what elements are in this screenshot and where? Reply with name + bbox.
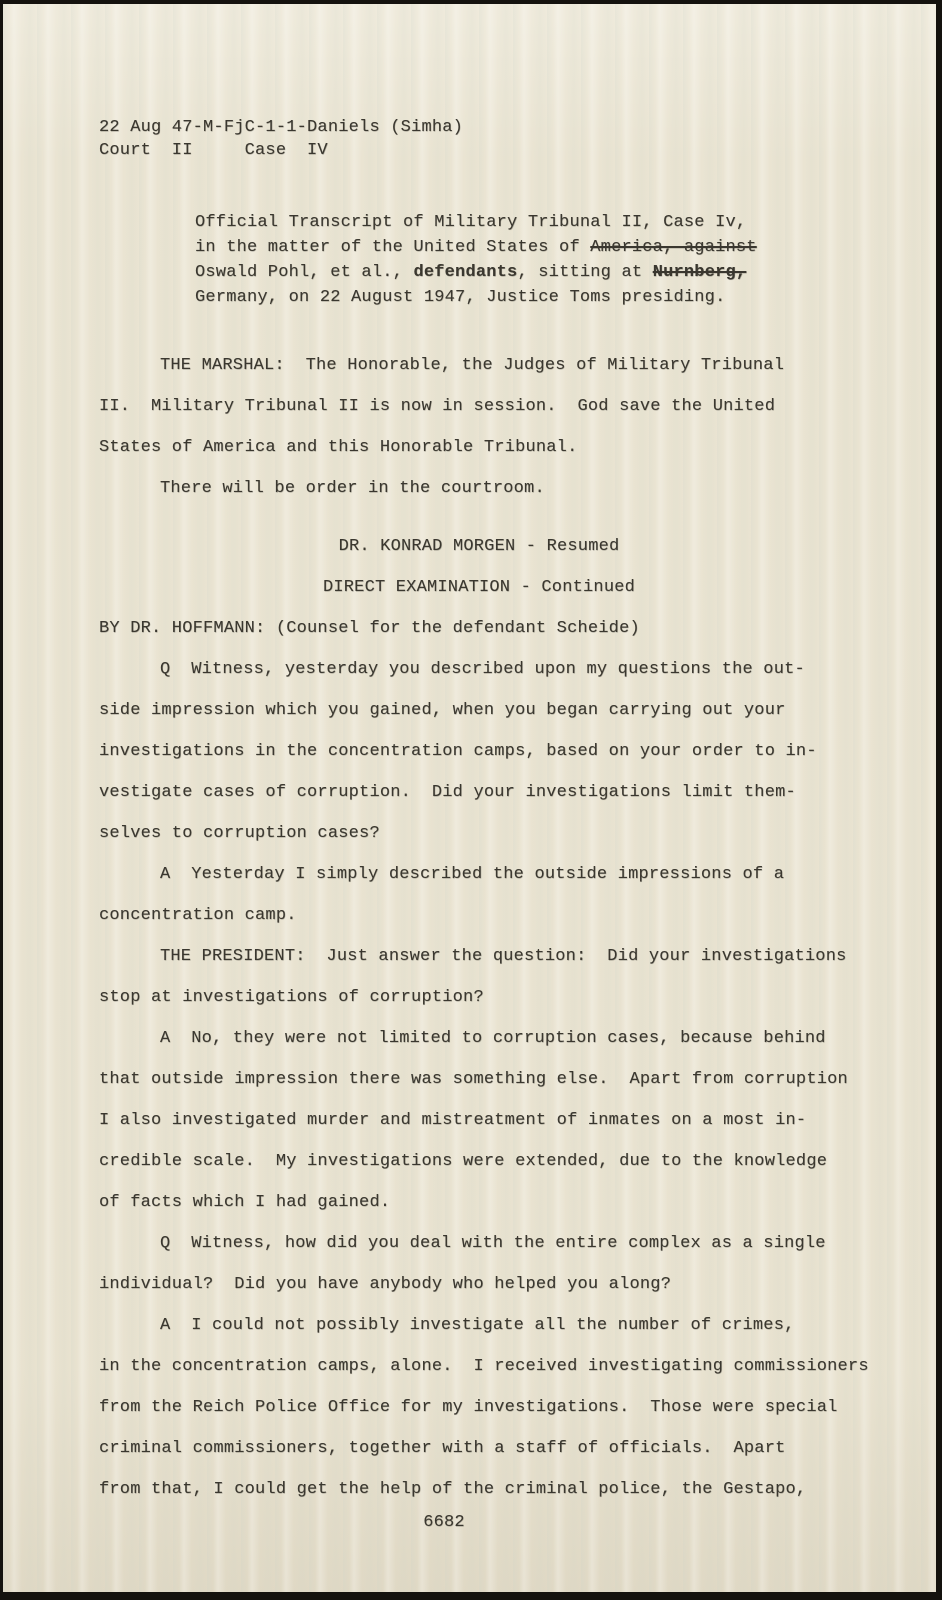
- caption-text: Oswald Pohl, et al.,: [195, 263, 414, 282]
- transcript-line: BY DR. HOFFMANN: (Counsel for the defendant Scheide): [99, 619, 640, 638]
- section-heading: DIRECT EXAMINATION - Continued: [322, 578, 636, 597]
- caption-line: [195, 210, 757, 235]
- header-line-court-case: Court II Case IV: [99, 141, 328, 160]
- caption-line: [195, 260, 757, 285]
- header-line-citation: 22 Aug 47-M-FjC-1-1-Daniels (Simha): [99, 118, 464, 137]
- section-heading: DR. KONRAD MORGEN - Resumed: [338, 537, 620, 556]
- transcript-line: from the Reich Police Office for my investigations. Those were special: [99, 1398, 838, 1417]
- transcript-line: THE MARSHAL: The Honorable, the Judges of Military Tribunal: [160, 356, 785, 375]
- overstruck-text: America, against: [590, 238, 757, 257]
- transcript-line: side impression which you gained, when you began carrying out your: [99, 701, 786, 720]
- caption-text: Germany, on 22 August 1947, Justice Toms presiding.: [195, 288, 726, 307]
- caption-line: [195, 235, 757, 260]
- transcript-line: II. Military Tribunal II is now in session. God save the United: [99, 397, 776, 416]
- transcript-line: States of America and this Honorable Tribunal.: [99, 438, 578, 457]
- overstruck-text: Nurnberg,: [652, 263, 747, 282]
- transcript-line: I also investigated murder and mistreatment of inmates on a most in-: [99, 1111, 807, 1130]
- transcript-line: criminal commissioners, together with a staff of officials. Apart: [99, 1439, 786, 1458]
- transcript-line: Q Witness, yesterday you described upon my questions the out-: [160, 660, 805, 679]
- transcript-line: from that, I could get the help of the criminal police, the Gestapo,: [99, 1480, 807, 1499]
- caption-text: in the matter of the United States of: [195, 238, 591, 257]
- caption-line: [195, 285, 757, 310]
- transcript-line: in the concentration camps, alone. I received investigating commissioners: [99, 1357, 869, 1376]
- transcript-line: selves to corruption cases?: [99, 824, 380, 843]
- transcript-line: that outside impression there was something else. Apart from corruption: [99, 1070, 848, 1089]
- case-caption: [195, 210, 757, 310]
- transcript-line: vestigate cases of corruption. Did your investigations limit them-: [99, 783, 796, 802]
- transcript-body: [99, 345, 905, 1510]
- page-number: 6682: [423, 1513, 465, 1532]
- transcript-line: concentration camp.: [99, 906, 297, 925]
- transcript-line: Q Witness, how did you deal with the entire complex as a single: [160, 1234, 826, 1253]
- paper: [3, 4, 936, 1592]
- transcript-line: individual? Did you have anybody who helped you along?: [99, 1275, 672, 1294]
- transcript-line: A Yesterday I simply described the outside impressions of a: [160, 865, 785, 884]
- transcript-line: THE PRESIDENT: Just answer the question: Did your investigations: [160, 947, 847, 966]
- transcript-line: investigations in the concentration camps, based on your order to in-: [99, 742, 817, 761]
- caption-text: defendants: [413, 263, 518, 282]
- transcript-line: credible scale. My investigations were extended, due to the knowledge: [99, 1152, 828, 1171]
- transcript-line: of facts which I had gained.: [99, 1193, 391, 1212]
- caption-text: , sitting at: [517, 263, 653, 282]
- transcript-line: A I could not possibly investigate all the number of crimes,: [160, 1316, 795, 1335]
- document-header: [99, 116, 463, 162]
- transcript-line: A No, they were not limited to corruption cases, because behind: [160, 1029, 826, 1048]
- transcript-line: stop at investigations of corruption?: [99, 988, 484, 1007]
- transcript-line: There will be order in the courtroom.: [160, 479, 545, 498]
- caption-text: Official Transcript of Military Tribunal II, Case Iv,: [195, 213, 747, 232]
